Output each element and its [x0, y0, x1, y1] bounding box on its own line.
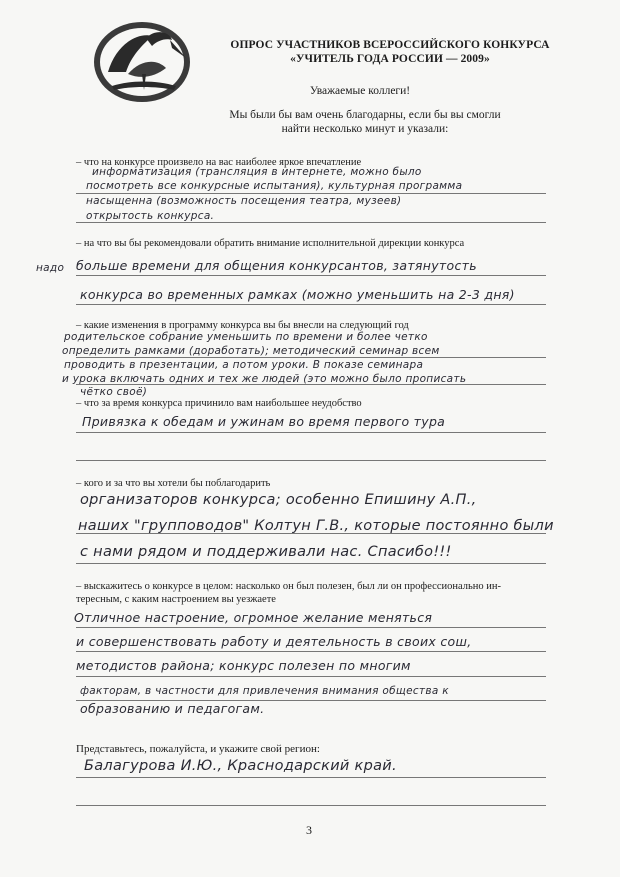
answer-rule	[76, 275, 546, 276]
answer-rule	[76, 432, 546, 433]
answer-1-line-3: насыщенна (возможность посещения театра, музеев)	[86, 195, 402, 207]
answer-5-line-1: организаторов конкурса; особенно Епишину А.П.,	[80, 492, 477, 508]
answer-6-line-2: и совершенствовать работу и деятельность в своих сош,	[76, 634, 472, 649]
answer-4-line-1: Привязка к обедам и ужинам во время первого тура	[82, 414, 446, 429]
intro-line-1: Мы были бы вам очень благодарны, если бы вы смогли	[229, 109, 501, 121]
answer-rule	[76, 563, 546, 564]
intro-line-2: найти несколько минут и указали:	[281, 123, 449, 135]
answer-rule	[76, 193, 546, 194]
answer-3-line-2: определить рамками (доработать); методический семинар всем	[62, 345, 440, 357]
greeting: Уважаемые коллеги!	[309, 85, 411, 97]
title-line-1: ОПРОС УЧАСТНИКОВ ВСЕРОССИЙСКОГО КОНКУРСА	[230, 39, 550, 51]
answer-rule	[76, 460, 546, 461]
answer-1-line-4: открытость конкурса.	[86, 210, 215, 222]
pelican-logo	[86, 14, 198, 108]
question-1: – что на конкурсе произвело на вас наиболее яркое впечатление	[76, 157, 362, 168]
question-2: – на что вы бы рекомендовали обратить внимание исполнительной дирекции конкурса	[76, 238, 465, 249]
page-number: 3	[306, 823, 312, 837]
answer-rule	[76, 700, 546, 701]
answer-1-line-2: посмотреть все конкурсные испытания), культурная программа	[86, 180, 463, 192]
answer-6-line-3: методистов района; конкурс полезен по многим	[76, 658, 411, 673]
answer-rule	[76, 627, 546, 628]
answer-rule	[76, 357, 546, 358]
answer-rule	[76, 384, 546, 385]
answer-2-line-1: больше времени для общения конкурсантов, затянутость	[76, 258, 477, 273]
question-5: – кого и за что вы хотели бы поблагодарить	[76, 478, 271, 489]
answer-rule	[76, 651, 546, 652]
answer-2-margin-note: надо	[36, 262, 65, 274]
region-prompt: Представьтесь, пожалуйста, и укажите свой регион:	[76, 743, 320, 755]
question-3: – какие изменения в программу конкурса вы бы внесли на следующий год	[76, 320, 409, 331]
region-answer: Балагурова И.Ю., Краснодарский край.	[84, 758, 397, 774]
question-4: – что за время конкурса причинило вам наибольшее неудобство	[76, 398, 362, 409]
answer-6-line-4: факторам, в частности для привлечения внимания общества к	[80, 685, 449, 697]
answer-5-line-2: наших "групповодов" Колтун Г.В., которые постоянно были	[78, 518, 554, 534]
answer-3-line-1: родительское собрание уменьшить по времени и более четко	[64, 331, 428, 343]
answer-rule	[76, 533, 546, 534]
answer-rule	[76, 222, 546, 223]
answer-rule	[76, 777, 546, 778]
survey-title	[200, 38, 580, 66]
answer-3-line-3: проводить в презентации, а потом уроки. В показе семинара	[64, 359, 424, 371]
intro-text	[200, 108, 530, 136]
question-6-line-1: – выскажитесь о конкурсе в целом: насколько он был полезен, был ли он профессионально ин-	[76, 581, 501, 592]
question-6-line-2: тересным, с каким настроением вы уезжаете	[76, 594, 276, 605]
title-line-2: «УЧИТЕЛЬ ГОДА РОССИИ — 2009»	[290, 53, 490, 65]
answer-1-line-1: информатизация (трансляция в интернете, можно было	[92, 166, 422, 178]
answer-6-line-5: образованию и педагогам.	[80, 701, 265, 716]
answer-2-line-2: конкурса во временных рамках (можно уменьшить на 2-3 дня)	[80, 287, 515, 302]
answer-rule	[76, 304, 546, 305]
answer-rule	[76, 805, 546, 806]
answer-3-line-4: и урока включать одних и тех же людей (это можно было прописать	[62, 373, 467, 385]
answer-rule	[76, 676, 546, 677]
answer-6-line-1: Отличное настроение, огромное желание меняться	[74, 610, 433, 625]
answer-3-line-5: чётко своё)	[80, 386, 148, 398]
answer-5-line-3: с нами рядом и поддерживали нас. Спасибо!!!	[80, 544, 452, 560]
